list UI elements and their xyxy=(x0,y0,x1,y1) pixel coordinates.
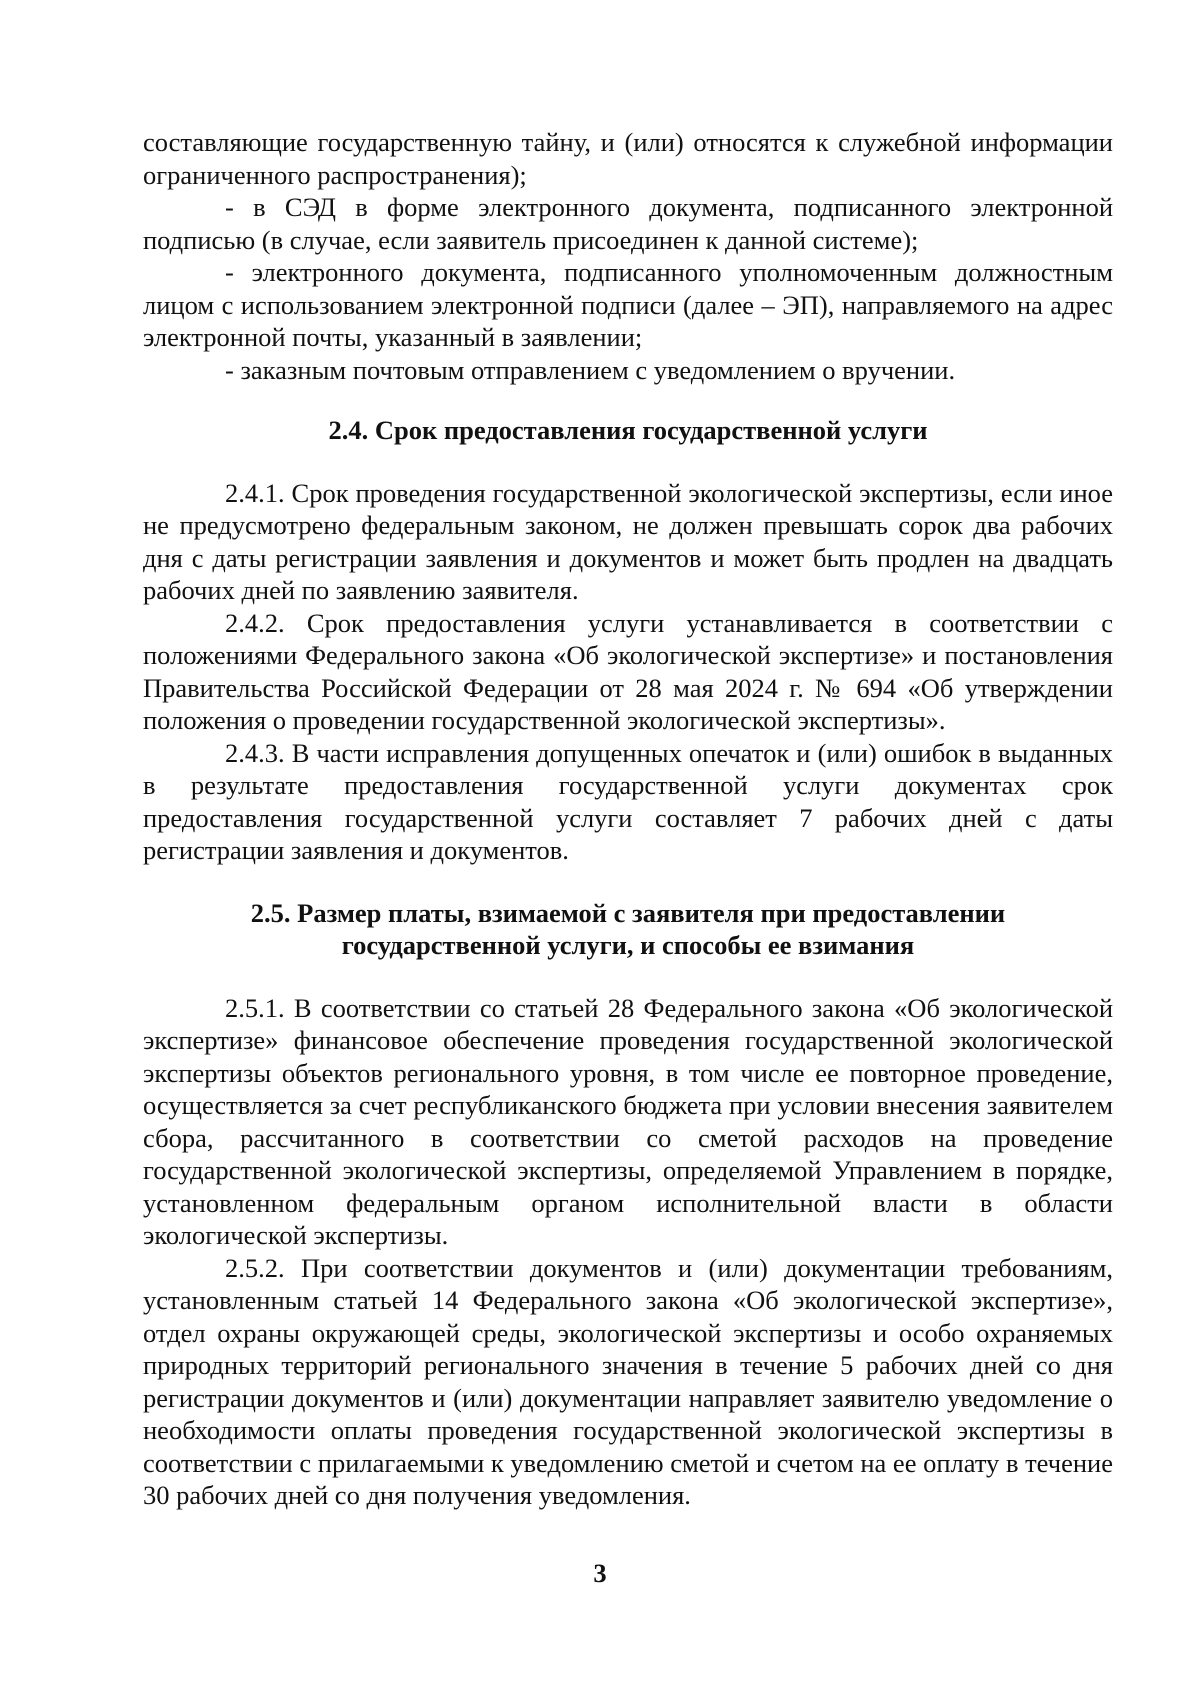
paragraph-2-4-1: 2.4.1. Срок проведения государственной экологической экспертизы, если иное не предусмотрено федеральным законом, не должен превышать сорок два рабочих дня с даты регистрации заявления и документов и может быть продлен на двадцать рабочих дней по заявлению заявителя. xyxy=(143,477,1113,605)
paragraph-continuation: составляющие государственную тайну, и (или) относятся к служебной информации ограниченного распространения); xyxy=(143,127,1113,190)
list-item-mail: - заказным почтовым отправлением с уведомлением о вручении. xyxy=(225,354,956,385)
paragraph-2-5-1: 2.5.1. В соответствии со статьей 28 Федерального закона «Об экологической экспертизе» финансовое обеспечение проведения государственной экологической экспертизы объектов регионального уровня, в том числе ее повторное проведение, осуществляется за счет республиканского бюджета при условии внесения заявителем сбора, рассчитанного в соответствии со сметой расходов на проведение государственной экологической экспертизы, определяемой Управлением в порядке, установленном федеральным органом исполнительной власти в области экологической экспертизы. xyxy=(143,992,1113,1250)
section-heading-2-5-line2: государственной услуги, и способы ее взимания xyxy=(341,930,915,960)
list-item-sed: - в СЭД в форме электронного документа, подписанного электронной подписью (в случае, если заявитель присоединен к данной системе); xyxy=(143,192,1113,255)
section-heading-2-4: 2.4. Срок предоставления государственной услуги xyxy=(328,415,928,445)
paragraph-2-4-3: 2.4.3. В части исправления допущенных опечаток и (или) ошибок в выданных в результате предоставления государственной услуги документах срок предоставления государственной услуги составляет 7 рабочих дней с даты регистрации заявления и документов. xyxy=(143,737,1113,865)
page-content xyxy=(143,126,1113,1512)
paragraph-2-5-2: 2.5.2. При соответствии документов и (или) документации требованиям, установленным статьей 14 Федерального закона «Об экологической экспертизе», отдел охраны окружающей среды, экологической экспертизы и особо охраняемых природных территорий регионального значения в течение 5 рабочих дней со дня регистрации документов и (или) документации направляет заявителю уведомление о необходимости оплаты проведения государственной экологической экспертизы в соответствии с прилагаемыми к уведомлению сметой и счетом на ее оплату в течение 30 рабочих дней со дня получения уведомления. xyxy=(143,1252,1113,1510)
list-item-email: - электронного документа, подписанного уполномоченным должностным лицом с использованием электронной подписи (далее – ЭП), направляемого на адрес электронной почты, указанный в заявлении; xyxy=(143,257,1113,352)
paragraph-2-4-2: 2.4.2. Срок предоставления услуги устанавливается в соответствии с положениями Федерального закона «Об экологической экспертизе» и постановления Правительства Российской Федерации от 28 мая 2024 г. № 694 «Об утверждении положения о проведении государственной экологической экспертизы». xyxy=(143,607,1113,735)
page-number: 3 xyxy=(593,1558,607,1588)
section-heading-2-5-line1: 2.5. Размер платы, взимаемой с заявителя при предоставлении xyxy=(250,897,1006,928)
section-heading-2-5 xyxy=(143,897,1113,962)
